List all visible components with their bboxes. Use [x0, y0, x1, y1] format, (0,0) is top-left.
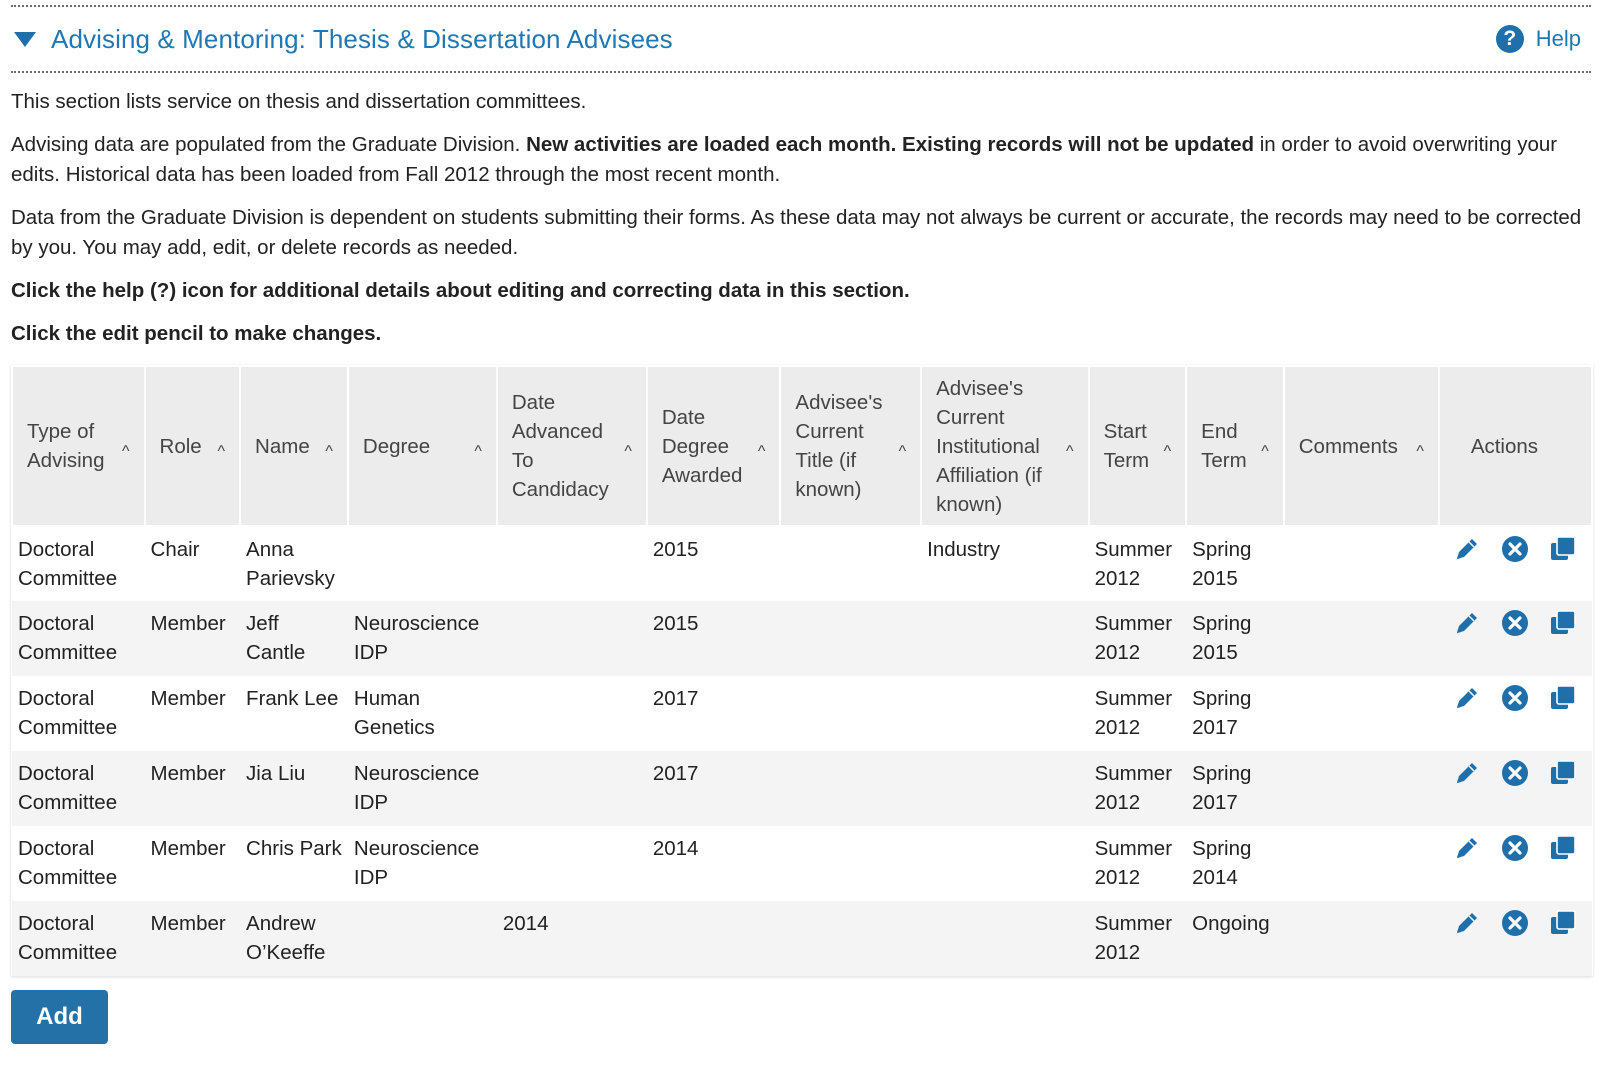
table-cell — [497, 526, 647, 601]
table-cell: Summer 2012 — [1089, 751, 1187, 826]
table-cell: Chris Park — [246, 837, 342, 860]
table-cell: Jia Liu — [240, 751, 348, 826]
sort-caret-icon[interactable]: ^ — [122, 443, 130, 460]
table-cell — [921, 826, 1088, 901]
row-actions — [1439, 751, 1592, 826]
table-cell — [1284, 601, 1439, 676]
pencil-icon[interactable] — [1453, 535, 1481, 563]
column-header-label: Name — [255, 434, 310, 458]
sort-caret-icon[interactable]: ^ — [1163, 443, 1172, 460]
table-cell: Doctoral Committee — [12, 601, 145, 676]
intro-p2-bold: New activities are loaded each month. Existing records will not be updated — [526, 133, 1254, 156]
duplicate-icon[interactable] — [1549, 909, 1577, 937]
column-header-label: Date Degree Awarded — [661, 405, 743, 487]
column-header-label: Degree — [362, 434, 431, 458]
column-header — [1439, 366, 1592, 526]
table-cell — [497, 826, 647, 901]
table-cell: Member — [145, 601, 241, 676]
table-cell: Member — [150, 687, 226, 710]
table-cell: Doctoral Committee — [18, 538, 118, 590]
column-header[interactable] — [1186, 366, 1284, 526]
sort-caret-icon[interactable]: ^ — [325, 443, 333, 460]
table-cell: Member — [145, 751, 241, 826]
column-header-label: Start Term — [1103, 420, 1150, 472]
table-row — [12, 601, 1592, 676]
row-actions — [1439, 601, 1592, 676]
sort-caret-icon[interactable]: ^ — [1416, 443, 1424, 460]
sort-caret-icon[interactable]: ^ — [1261, 443, 1269, 460]
row-actions — [1439, 676, 1592, 751]
help-label[interactable]: Help — [1535, 26, 1581, 51]
column-header[interactable] — [647, 366, 781, 526]
table-cell — [348, 901, 497, 976]
duplicate-icon[interactable] — [1549, 834, 1577, 862]
section-header — [11, 7, 1591, 71]
sort-caret-icon[interactable]: ^ — [1066, 443, 1074, 460]
table-cell: Doctoral Committee — [18, 837, 118, 889]
column-header-label: Actions — [1470, 434, 1539, 458]
table-cell — [1284, 751, 1439, 826]
table-cell: 2017 — [652, 687, 699, 710]
table-cell: Spring 2017 — [1192, 687, 1252, 739]
help-question-icon[interactable]: ? — [1496, 25, 1524, 53]
row-actions — [1439, 826, 1592, 901]
table-cell — [921, 676, 1088, 751]
delete-circle-icon[interactable] — [1501, 759, 1529, 787]
table-cell — [921, 901, 1088, 976]
table-cell — [497, 676, 647, 751]
table-cell: 2015 — [652, 538, 699, 561]
table-cell: Spring 2015 — [1192, 538, 1252, 590]
advisees-section — [11, 5, 1591, 1044]
column-header-label: Type of Advising — [27, 420, 105, 472]
table-cell — [780, 601, 921, 676]
column-header[interactable] — [1089, 366, 1187, 526]
sort-caret-icon[interactable]: ^ — [757, 443, 766, 460]
table-cell: Summer 2012 — [1089, 901, 1187, 976]
table-cell: Member — [150, 837, 226, 860]
table-cell: Neuroscience IDP — [348, 751, 497, 826]
intro-p2-start: Advising data are populated from the Graduate Division. — [11, 133, 527, 156]
row-actions — [1439, 526, 1592, 601]
column-header[interactable] — [12, 366, 145, 526]
column-header[interactable] — [921, 366, 1088, 526]
table-cell: Anna Parievsky — [246, 538, 335, 590]
add-button[interactable]: Add — [11, 990, 108, 1044]
duplicate-icon[interactable] — [1549, 759, 1577, 787]
table-header-row — [12, 366, 1592, 526]
table-body — [12, 526, 1592, 976]
delete-circle-icon[interactable] — [1501, 535, 1529, 563]
delete-circle-icon[interactable] — [1501, 684, 1529, 712]
table-cell: 2014 — [652, 837, 699, 860]
intro-p5-bold: Click the edit pencil to make changes. — [11, 322, 382, 345]
intro-paragraph-3: Data from the Graduate Division is dependent on students submitting their forms. As these data may not always be current or accurate, the records may need to be corrected by you. You may add, edit, or delete records as needed. — [11, 206, 1582, 259]
sort-caret-icon[interactable]: ^ — [624, 443, 632, 460]
delete-circle-icon[interactable] — [1501, 834, 1529, 862]
table-cell — [780, 676, 921, 751]
table-cell: Summer 2012 — [1094, 837, 1173, 889]
column-header-label: Role — [159, 434, 202, 458]
table-cell — [647, 901, 781, 976]
column-header[interactable] — [240, 366, 348, 526]
column-header[interactable] — [1284, 366, 1439, 526]
table-cell: Summer 2012 — [1089, 601, 1187, 676]
pencil-icon[interactable] — [1453, 609, 1481, 637]
table-row — [12, 826, 1592, 901]
table-cell — [1284, 526, 1439, 601]
table-cell: Neuroscience IDP — [348, 601, 497, 676]
table-cell — [497, 601, 647, 676]
table-cell: Doctoral Committee — [12, 751, 145, 826]
advisees-table — [11, 365, 1593, 976]
table-cell: 2015 — [647, 601, 781, 676]
table-row — [12, 751, 1592, 826]
intro-p4-bold: Click the help (?) icon for additional details about editing and correcting data in this section. — [11, 279, 910, 302]
table-cell: Spring 2017 — [1186, 751, 1284, 826]
table-row — [12, 901, 1592, 976]
table-row — [12, 676, 1592, 751]
table-cell: 2014 — [497, 901, 647, 976]
table-cell: Doctoral Committee — [12, 901, 145, 976]
column-header-label: Date Advanced To Candidacy — [511, 391, 609, 501]
duplicate-icon[interactable] — [1549, 535, 1577, 563]
table-cell — [348, 526, 497, 601]
table-cell: Summer 2012 — [1094, 538, 1173, 590]
table-cell: Chair — [150, 538, 200, 561]
pencil-icon[interactable] — [1453, 684, 1481, 712]
table-cell: 2017 — [647, 751, 781, 826]
collapse-caret-icon[interactable] — [14, 32, 36, 47]
column-header-label: Comments — [1298, 434, 1398, 458]
table-cell — [497, 751, 647, 826]
table-cell: Ongoing — [1186, 901, 1284, 976]
table-cell — [780, 901, 921, 976]
table-cell: Neuroscience IDP — [353, 837, 480, 889]
column-header[interactable] — [780, 366, 921, 526]
column-header[interactable] — [145, 366, 241, 526]
column-header-label: End Term — [1201, 420, 1247, 472]
table-cell — [780, 526, 921, 601]
intro-paragraph-1: This section lists service on thesis and dissertation committees. — [11, 90, 587, 113]
table-cell — [780, 826, 921, 901]
column-header[interactable] — [348, 366, 497, 526]
table-cell: Member — [145, 901, 241, 976]
column-header-label: Advisee's Current Institutional Affiliation (if known) — [936, 376, 1042, 516]
help-link[interactable] — [1496, 25, 1581, 53]
pencil-icon[interactable] — [1453, 909, 1481, 937]
sort-caret-icon[interactable]: ^ — [217, 443, 226, 460]
intro-p2-end: in order to avoid overwriting your edits. Historical data has been loaded from Fall 2012 through the most recent month. — [11, 133, 1558, 186]
pencil-icon[interactable] — [1453, 759, 1481, 787]
sort-caret-icon[interactable]: ^ — [898, 443, 907, 460]
row-actions — [1439, 901, 1592, 976]
table-cell — [1284, 901, 1439, 976]
duplicate-icon[interactable] — [1549, 609, 1577, 637]
delete-circle-icon[interactable] — [1501, 609, 1529, 637]
sort-caret-icon[interactable]: ^ — [474, 443, 482, 460]
table-cell: Industry — [927, 538, 1001, 561]
delete-circle-icon[interactable] — [1501, 909, 1529, 937]
section-title: Advising & Mentoring: Thesis & Dissertation Advisees — [51, 23, 673, 54]
header-divider — [11, 71, 1591, 73]
pencil-icon[interactable] — [1453, 834, 1481, 862]
table-cell: Jeff Cantle — [240, 601, 348, 676]
table-cell — [921, 751, 1088, 826]
table-cell: Spring 2014 — [1192, 837, 1252, 889]
duplicate-icon[interactable] — [1549, 684, 1577, 712]
column-header[interactable] — [497, 366, 647, 526]
table-cell: Doctoral Committee — [18, 687, 118, 739]
intro-paragraph-4 — [11, 276, 1591, 306]
table-cell: Spring 2015 — [1186, 601, 1284, 676]
table-row — [12, 526, 1592, 601]
table-cell — [1284, 676, 1439, 751]
table-cell — [780, 751, 921, 826]
intro-paragraph-2 — [11, 130, 1591, 190]
table-cell — [1284, 826, 1439, 901]
column-header-label: Advisee's Current Title (if known) — [795, 391, 883, 501]
table-cell: Frank Lee — [246, 687, 339, 710]
table-cell — [921, 601, 1088, 676]
table-cell: Human Genetics — [353, 687, 435, 739]
intro-paragraph-5 — [11, 319, 1591, 349]
table-cell: Andrew O’Keeffe — [240, 901, 348, 976]
table-cell: Summer 2012 — [1094, 687, 1173, 739]
